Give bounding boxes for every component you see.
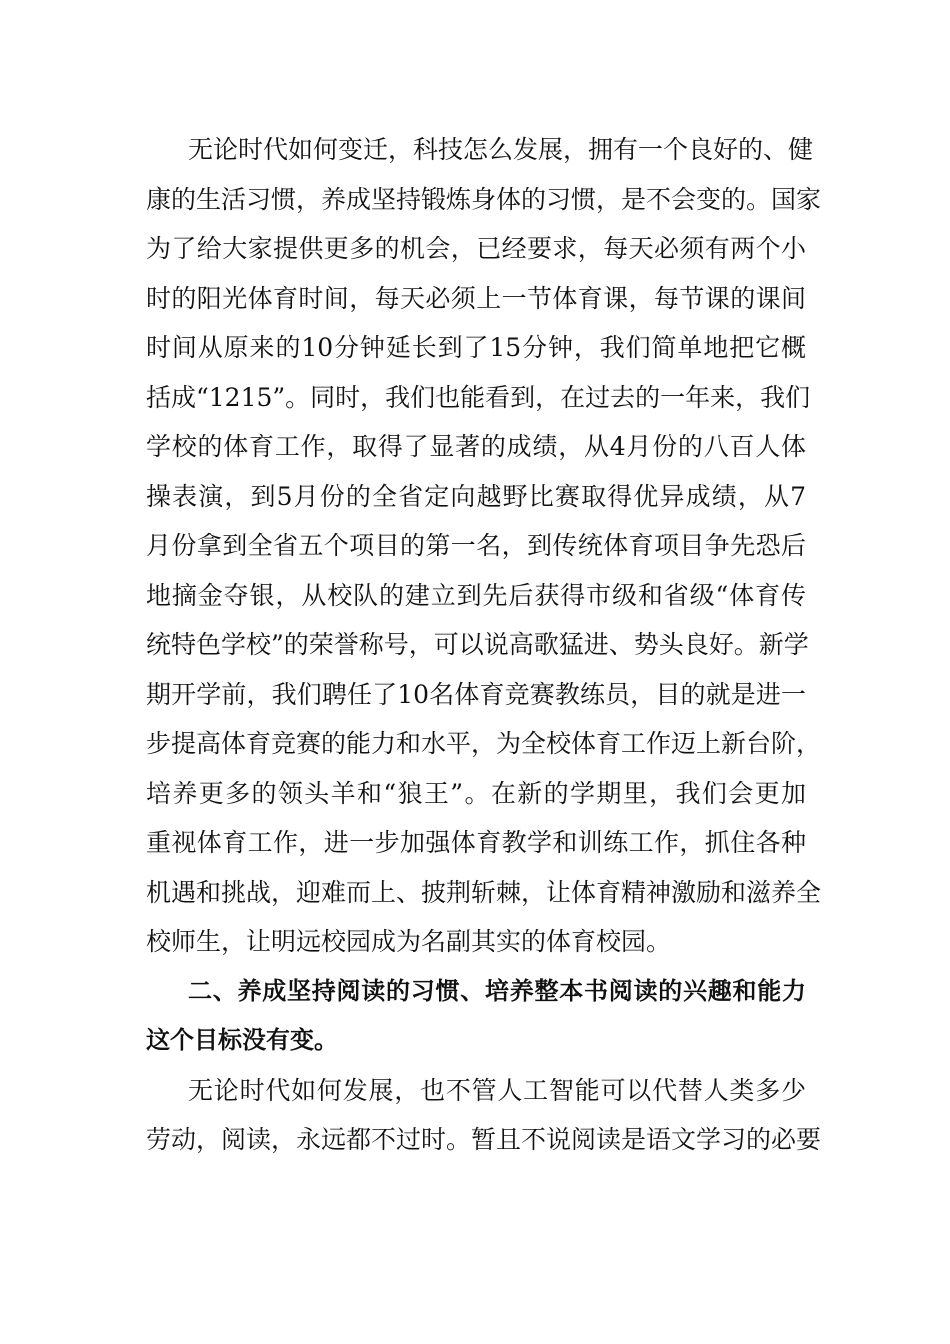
section-heading-line-2: 这个目标没有变。	[146, 1026, 338, 1054]
paragraph-1-line-14: 培养更多的领头羊和“狼王”。在新的学期里，我们会更加	[146, 778, 806, 808]
paragraph-1-line-6: 括成“1215”。同时，我们也能看到，在过去的一年来，我们	[146, 382, 811, 412]
paragraph-1-line-4: 时的阳光体育时间，每天必须上一节体育课，每节课的课间	[146, 283, 806, 313]
section-heading-line-1: 二、养成坚持阅读的习惯、培养整本书阅读的兴趣和能力	[188, 976, 806, 1005]
paragraph-1-line-16: 机遇和挑战，迎难而上、披荆斩棘，让体育精神激励和滋养全	[146, 877, 822, 907]
paragraph-1-line-17: 校师生，让明远校园成为名副其实的体育校园。	[146, 927, 672, 956]
paragraph-1-line-1: 无论时代如何变迁，科技怎么发展，拥有一个良好的、健	[188, 135, 814, 164]
paragraph-1-line-11: 统特色学校”的荣誉称号，可以说高歌猛进、势头良好。新学	[146, 630, 809, 659]
paragraph-1-line-9: 月份拿到全省五个项目的第一名，到传统体育项目争先恐后	[146, 531, 806, 560]
paragraph-1-line-3: 为了给大家提供更多的机会，已经要求，每天必须有两个小	[146, 234, 806, 263]
paragraph-2-line-1: 无论时代如何发展，也不管人工智能可以代替人类多少	[188, 1075, 806, 1105]
paragraph-1-line-13: 步提高体育竞赛的能力和水平，为全校体育工作迈上新台阶，	[146, 729, 822, 758]
paragraph-1-line-5: 时间从原来的10分钟延长到了15分钟，我们简单地把它概	[146, 333, 806, 362]
paragraph-1-line-10: 地摘金夺银，从校队的建立到先后获得市级和省级“体育传	[146, 580, 806, 610]
paragraph-2-line-2: 劳动，阅读，永远都不过时。暂且不说阅读是语文学习的必要	[146, 1125, 822, 1154]
paragraph-1-line-8: 操表演，到5月份的全省定向越野比赛取得优异成绩，从7	[146, 481, 806, 511]
paragraph-1-line-2: 康的生活习惯，养成坚持锻炼身体的习惯，是不会变的。国家	[146, 184, 822, 214]
paragraph-1-line-7: 学校的体育工作，取得了显著的成绩，从4月份的八百人体	[146, 432, 806, 461]
paragraph-1-line-12: 期开学前，我们聘任了10名体育竞赛教练员，目的就是进一	[146, 679, 806, 709]
paragraph-1-line-15: 重视体育工作，进一步加强体育教学和训练工作，抓住各种	[146, 828, 806, 857]
